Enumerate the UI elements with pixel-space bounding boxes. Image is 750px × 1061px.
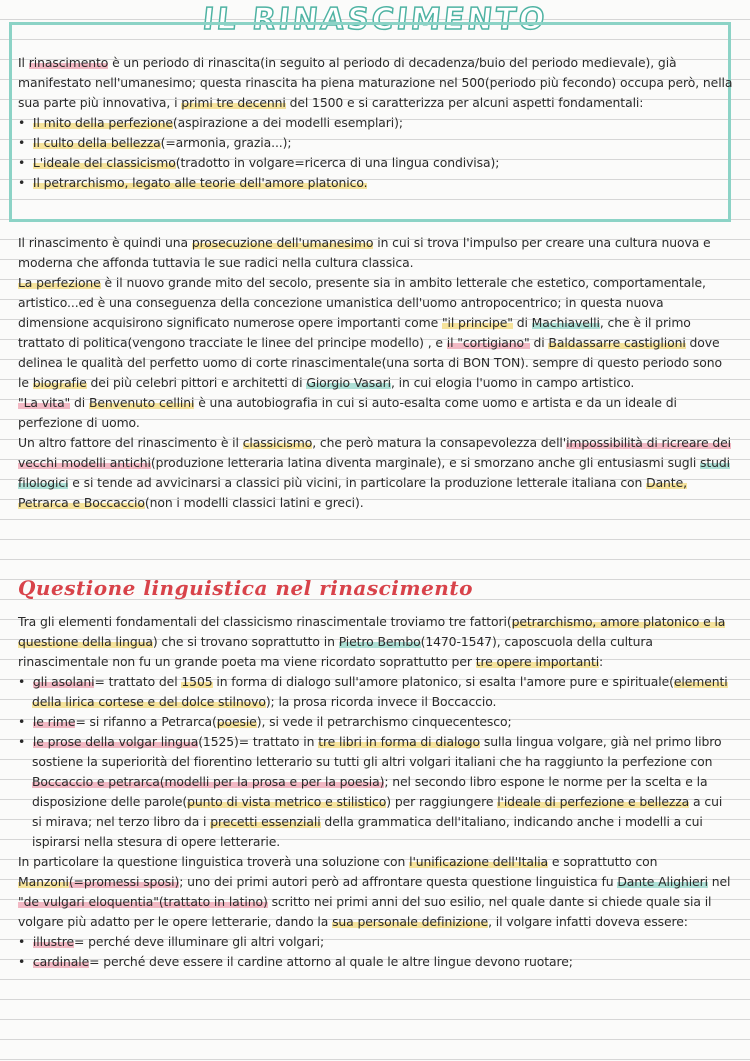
- text: è una autobiografia in cui si auto-esalta come uomo e artista e da un ideale di perfezione di uomo.: [18, 395, 677, 430]
- text: = trattato del: [94, 674, 182, 689]
- section-heading: Questione linguistica nel rinascimento: [18, 576, 473, 600]
- text: in forma di dialogo sull'amore platonico, si esalta l'amore pure e spirituale(: [212, 674, 674, 689]
- highlight: studi filologici: [18, 455, 731, 490]
- highlight: le rime: [32, 714, 76, 729]
- highlight: Giorgio Vasari: [306, 375, 391, 390]
- text: Il: [18, 55, 29, 70]
- highlight: 1505: [181, 674, 213, 689]
- highlight: primi tre decenni: [181, 95, 286, 110]
- paragraph: [18, 393, 733, 433]
- highlight: precetti essenziali: [210, 814, 321, 829]
- text: (non i modelli classici latini e greci).: [144, 495, 364, 510]
- highlight: "La vita": [18, 395, 71, 410]
- list-item: • cardinale= perché deve essere il cardine attorno al quale le altre lingue devono ruotare;: [18, 954, 573, 969]
- text: in cui si trova l'impulso per creare una cultura nuova e moderna che affonda tuttavia le sue radici nella cultura classica.: [18, 235, 711, 270]
- list-item: • gli asolani= trattato del 1505 in forma di dialogo sull'amore platonico, si esalta l'amore pure e spirituale(elementi della lirica cortese e del dolce stilnovo); la prosa ricorda invece il Boccaccio.: [18, 674, 728, 709]
- highlight: "de vulgari eloquentia"(trattato in latino): [18, 894, 268, 909]
- paragraph: [18, 273, 733, 393]
- text: :: [599, 654, 604, 669]
- highlight: Il mito della perfezione: [32, 115, 173, 130]
- text: = si rifanno a Petrarca(: [75, 714, 217, 729]
- text: di: [529, 335, 549, 350]
- text: ); la prosa ricorda invece il Boccaccio.: [265, 694, 497, 709]
- text: (aspirazione a dei modelli esemplari);: [172, 115, 403, 130]
- text: sulla lingua volgare, già nel primo libro sostiene la superiorità del fiorentino letterario su tutti gli altri volgari italiani che ha raggiunto la perfezione con: [32, 734, 722, 769]
- highlight: La perfezione: [18, 275, 101, 290]
- list-item: • le prose della volgar lingua(1525)= trattato in tre libri in forma di dialogo sulla lingua volgare, già nel primo libro sostiene la superiorità del fiorentino letterario su tutti gli altri volgari italiani che ha raggiunto la perfezione con Boccaccio e petrarca(modelli per la prosa e per la poesia); nel secondo libro espone le norme per la scelta e la disposizione delle parole(punto di vista metrico e stilistico) per raggiungere l'ideale di perfezione e bellezza a cui si mirava; nel terzo libro da i precetti essenziali della grammatica dell'italiano, indicando anche i modelli a cui ispirarsi nella stesura di opere letterarie.: [18, 734, 723, 849]
- text: del 1500 e si caratterizza per alcuni aspetti fondamentali:: [285, 95, 644, 110]
- text: , il volgare infatti doveva essere:: [488, 914, 688, 929]
- text: ) che si trovano soprattutto in: [152, 634, 339, 649]
- highlight: biografie: [32, 375, 87, 390]
- text: , in cui elogia l'uomo in campo artistico.: [390, 375, 635, 390]
- highlight: l'ideale di perfezione e bellezza: [497, 794, 690, 809]
- text: è il nuovo grande mito del secolo, presente sia in ambito letterale che estetico, comportamentale, artistico...ed è una conseguenza della concezione umanistica dell'uomo antropocentrico; in questa nuova dimensione acquisirono significato numerose opere importanti come: [18, 275, 706, 330]
- body-section-1: [18, 233, 733, 513]
- intro-paragraph: [18, 53, 733, 113]
- highlight: il "cortigiano": [446, 335, 530, 350]
- text: = perché deve illuminare gli altri volgari;: [74, 934, 325, 949]
- text: e soprattutto con: [548, 854, 658, 869]
- list-item: • illustre= perché deve illuminare gli altri volgari;: [18, 934, 325, 949]
- highlight: sua personale definizione: [332, 914, 489, 929]
- highlight: classicismo: [242, 435, 313, 450]
- text: Il rinascimento è quindi una: [18, 235, 192, 250]
- text: di: [512, 315, 532, 330]
- highlight: (=promessi sposi): [68, 874, 180, 889]
- text: = perché deve essere il cardine attorno al quale le altre lingue devono ruotare;: [89, 954, 573, 969]
- highlight: le prose della volgar lingua: [32, 734, 199, 749]
- highlight: punto di vista metrico e stilistico: [187, 794, 387, 809]
- highlight: Il petrarchismo, legato alle teorie dell'amore platonico.: [32, 175, 368, 190]
- highlight: Pietro Bembo: [338, 634, 421, 649]
- paragraph: [18, 233, 733, 273]
- page-title: IL RINASCIMENTO: [200, 2, 550, 37]
- text: Tra gli elementi fondamentali del classicismo rinascimentale troviamo tre fattori(: [18, 614, 512, 629]
- text: è un periodo di rinascita(in seguito al periodo di decadenza/buio del periodo medievale), già manifestato nell'umanesimo; questa rinascita ha piena maturazione nel 500(periodo più fecondo) occupa però, nella sua parte più innovativa, i: [18, 55, 733, 110]
- list-item: • Il petrarchismo, legato alle teorie dell'amore platonico.: [18, 175, 368, 190]
- text: nel: [707, 874, 731, 889]
- text: (1470-1547), caposcuola della cultura rinascimentale non fu un grande poeta ma viene ricordato soprattutto per: [18, 634, 653, 669]
- list-item: • le rime= si rifanno a Petrarca(poesie), si vede il petrarchismo cinquecentesco;: [18, 714, 512, 729]
- text: , che è il primo trattato di politica(vengono tracciate le linee del principe modello) , e: [18, 315, 691, 350]
- text: ) per raggiungere: [386, 794, 498, 809]
- paragraph: [18, 433, 733, 513]
- highlight: Boccaccio e petrarca(modelli per la prosa e per la poesia): [32, 774, 385, 789]
- intro-text: [18, 53, 733, 193]
- text: , che però matura la consapevolezza dell': [312, 435, 567, 450]
- highlight: "il principe": [441, 315, 513, 330]
- text: Un altro fattore del rinascimento è il: [18, 435, 243, 450]
- highlight: elementi della lirica cortese e del dolce stilnovo: [32, 674, 728, 709]
- highlight: illustre: [32, 934, 75, 949]
- paragraph: [18, 612, 733, 672]
- text: dove delinea le qualità del perfetto uomo di corte rinascimentale(una sorta di BON TON). sempre di questo periodo sono le: [18, 335, 722, 390]
- text: (1525)= trattato in: [198, 734, 319, 749]
- highlight: tre libri in forma di dialogo: [318, 734, 481, 749]
- text: della grammatica dell'italiano, indicando anche i modelli a cui ispirarsi nella stesura di opere letterarie.: [32, 814, 703, 849]
- highlight: poesie: [216, 714, 257, 729]
- text: (produzione letteraria latina diventa marginale), e si smorzano anche gli entusiasmi sugli: [150, 455, 701, 470]
- text: ), si vede il petrarchismo cinquecentesco;: [256, 714, 512, 729]
- highlight: Manzoni: [18, 874, 69, 889]
- highlight: cardinale: [32, 954, 90, 969]
- highlight: petrarchismo, amore platonico e la questione della lingua: [18, 614, 726, 649]
- text: dei più celebri pittori e architetti di: [86, 375, 307, 390]
- highlight: Baldassarre castiglioni: [548, 335, 686, 350]
- list-item: • L'ideale del classicismo(tradotto in volgare=ricerca di una lingua condivisa);: [18, 155, 500, 170]
- highlight: rinascimento: [28, 55, 109, 70]
- highlight: Dante Alighieri: [617, 874, 708, 889]
- highlight: Machiavelli: [531, 315, 600, 330]
- text: a cui si mirava; nel terzo libro da i: [32, 794, 723, 829]
- text: (=armonia, grazia...);: [160, 135, 292, 150]
- text: e si tende ad avvicinarsi a classici più vicini, in particolare la produzione letterale italiana con: [68, 475, 647, 490]
- highlight: prosecuzione dell'umanesimo: [191, 235, 374, 250]
- list-item: • Il culto della bellezza(=armonia, grazia...);: [18, 135, 292, 150]
- highlight: L'ideale del classicismo: [32, 155, 176, 170]
- highlight: tre opere importanti: [475, 654, 600, 669]
- text: di: [70, 395, 89, 410]
- highlight: Dante, Petrarca e Boccaccio: [18, 475, 687, 510]
- highlight: Il culto della bellezza: [32, 135, 161, 150]
- list-item: • Il mito della perfezione(aspirazione a dei modelli esemplari);: [18, 115, 403, 130]
- text: In particolare la questione linguistica troverà una soluzione con: [18, 854, 410, 869]
- text: scritto nei primi anni del suo esilio, nel quale dante si chiede quale sia il volgare più adatto per le opere letterarie, dando la: [18, 894, 712, 929]
- paragraph: [18, 852, 733, 932]
- text: (tradotto in volgare=ricerca di una lingua condivisa);: [175, 155, 500, 170]
- text: ; nel secondo libro espone le norme per la scelta e la disposizione delle parole(: [32, 774, 708, 809]
- body-section-2: [18, 612, 733, 972]
- highlight: gli asolani: [32, 674, 95, 689]
- highlight: Benvenuto cellini: [88, 395, 195, 410]
- text: ; uno dei primi autori però ad affrontare questa questione linguistica fu: [179, 874, 618, 889]
- highlight: l'unificazione dell'Italia: [409, 854, 549, 869]
- highlight: impossibilità di ricreare dei vecchi modelli antichi: [18, 435, 732, 470]
